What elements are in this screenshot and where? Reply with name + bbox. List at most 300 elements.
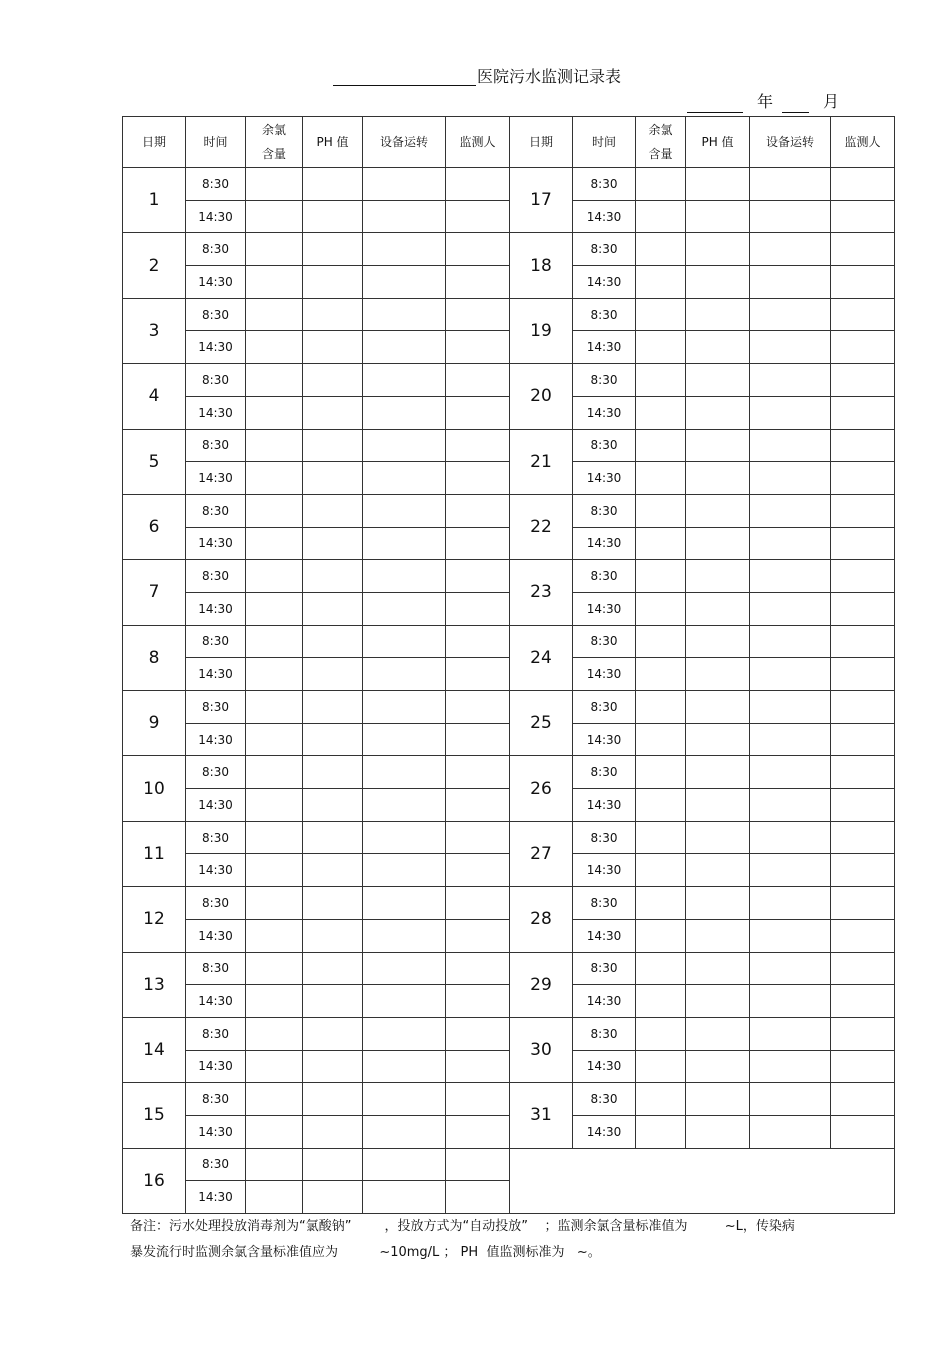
chlorine-cell[interactable] bbox=[636, 331, 686, 364]
inspector-cell[interactable] bbox=[446, 1181, 510, 1214]
equipment-cell[interactable] bbox=[750, 1050, 831, 1083]
inspector-cell[interactable] bbox=[446, 298, 510, 331]
chlorine-cell[interactable] bbox=[636, 560, 686, 593]
ph-cell[interactable] bbox=[303, 494, 363, 527]
inspector-cell[interactable] bbox=[831, 1017, 895, 1050]
ph-cell[interactable] bbox=[303, 364, 363, 397]
equipment-cell[interactable] bbox=[750, 1083, 831, 1116]
equipment-cell[interactable] bbox=[363, 200, 446, 233]
ph-cell[interactable] bbox=[686, 331, 750, 364]
chlorine-cell[interactable] bbox=[636, 233, 686, 266]
equipment-cell[interactable] bbox=[363, 266, 446, 299]
ph-cell[interactable] bbox=[686, 298, 750, 331]
chlorine-cell[interactable] bbox=[636, 952, 686, 985]
ph-cell[interactable] bbox=[303, 200, 363, 233]
chlorine-cell[interactable] bbox=[246, 527, 303, 560]
ph-cell[interactable] bbox=[686, 887, 750, 920]
chlorine-cell[interactable] bbox=[636, 429, 686, 462]
equipment-cell[interactable] bbox=[363, 429, 446, 462]
chlorine-cell[interactable] bbox=[246, 266, 303, 299]
page-title: 医院污水监测记录表 bbox=[477, 67, 622, 86]
chlorine-cell[interactable] bbox=[636, 789, 686, 822]
day-row-pm bbox=[123, 1115, 895, 1148]
header-inspector: 监测人 bbox=[446, 117, 510, 168]
inspector-cell[interactable] bbox=[446, 592, 510, 625]
inspector-cell[interactable] bbox=[446, 364, 510, 397]
chlorine-cell[interactable] bbox=[636, 1017, 686, 1050]
inspector-cell[interactable] bbox=[831, 429, 895, 462]
chlorine-cell[interactable] bbox=[246, 821, 303, 854]
inspector-cell[interactable] bbox=[831, 592, 895, 625]
chlorine-cell[interactable] bbox=[246, 723, 303, 756]
day-number: 4 bbox=[123, 364, 186, 429]
chlorine-cell[interactable] bbox=[246, 789, 303, 822]
ph-cell[interactable] bbox=[303, 1017, 363, 1050]
equipment-cell[interactable] bbox=[363, 1181, 446, 1214]
time-pm: 14:30 bbox=[186, 985, 246, 1018]
ph-cell[interactable] bbox=[303, 789, 363, 822]
equipment-cell[interactable] bbox=[750, 756, 831, 789]
equipment-cell[interactable] bbox=[750, 266, 831, 299]
time-am: 8:30 bbox=[573, 952, 636, 985]
inspector-cell[interactable] bbox=[831, 494, 895, 527]
equipment-cell[interactable] bbox=[363, 168, 446, 201]
ph-cell[interactable] bbox=[303, 723, 363, 756]
ph-cell[interactable] bbox=[686, 364, 750, 397]
inspector-cell[interactable] bbox=[831, 1050, 895, 1083]
equipment-cell[interactable] bbox=[750, 625, 831, 658]
header-chlorine-line1: 余氯 bbox=[261, 123, 286, 137]
equipment-cell[interactable] bbox=[363, 887, 446, 920]
day-number: 17 bbox=[510, 168, 573, 233]
inspector-cell[interactable] bbox=[446, 429, 510, 462]
chlorine-cell[interactable] bbox=[636, 1115, 686, 1148]
ph-cell[interactable] bbox=[686, 625, 750, 658]
day-row-pm bbox=[123, 396, 895, 429]
ph-cell[interactable] bbox=[686, 266, 750, 299]
inspector-cell[interactable] bbox=[831, 396, 895, 429]
chlorine-cell[interactable] bbox=[246, 331, 303, 364]
time-am: 8:30 bbox=[573, 756, 636, 789]
ph-cell[interactable] bbox=[303, 952, 363, 985]
equipment-cell[interactable] bbox=[750, 887, 831, 920]
ph-cell[interactable] bbox=[686, 429, 750, 462]
header-date: 日期 bbox=[123, 117, 186, 168]
equipment-cell[interactable] bbox=[363, 298, 446, 331]
time-am: 8:30 bbox=[186, 364, 246, 397]
time-am: 8:30 bbox=[186, 494, 246, 527]
inspector-cell[interactable] bbox=[446, 560, 510, 593]
ph-cell[interactable] bbox=[303, 919, 363, 952]
equipment-cell[interactable] bbox=[750, 200, 831, 233]
chlorine-cell[interactable] bbox=[246, 494, 303, 527]
equipment-cell[interactable] bbox=[363, 592, 446, 625]
chlorine-cell[interactable] bbox=[636, 919, 686, 952]
time-pm: 14:30 bbox=[186, 919, 246, 952]
inspector-cell[interactable] bbox=[831, 364, 895, 397]
inspector-cell[interactable] bbox=[831, 821, 895, 854]
equipment-cell[interactable] bbox=[363, 723, 446, 756]
day-row-pm bbox=[123, 266, 895, 299]
chlorine-cell[interactable] bbox=[246, 625, 303, 658]
ph-cell[interactable] bbox=[686, 1050, 750, 1083]
equipment-cell[interactable] bbox=[363, 233, 446, 266]
inspector-cell[interactable] bbox=[446, 658, 510, 691]
day-number: 11 bbox=[123, 821, 186, 886]
equipment-cell[interactable] bbox=[363, 789, 446, 822]
chlorine-cell[interactable] bbox=[246, 1115, 303, 1148]
time-pm: 14:30 bbox=[186, 854, 246, 887]
ph-cell[interactable] bbox=[303, 233, 363, 266]
ph-cell[interactable] bbox=[686, 396, 750, 429]
chlorine-cell[interactable] bbox=[246, 1181, 303, 1214]
time-am: 8:30 bbox=[186, 625, 246, 658]
equipment-cell[interactable] bbox=[363, 1083, 446, 1116]
chlorine-cell[interactable] bbox=[636, 985, 686, 1018]
remarks bbox=[130, 1214, 860, 1266]
equipment-cell[interactable] bbox=[750, 592, 831, 625]
day-number: 21 bbox=[510, 429, 573, 494]
equipment-cell[interactable] bbox=[750, 821, 831, 854]
ph-cell[interactable] bbox=[303, 821, 363, 854]
inspector-cell[interactable] bbox=[831, 266, 895, 299]
inspector-cell[interactable] bbox=[831, 691, 895, 724]
header-chlorine-line2: 含量 bbox=[648, 147, 673, 161]
ph-cell[interactable] bbox=[686, 233, 750, 266]
ph-cell[interactable] bbox=[303, 527, 363, 560]
time-pm: 14:30 bbox=[573, 266, 636, 299]
chlorine-cell[interactable] bbox=[246, 1050, 303, 1083]
chlorine-cell[interactable] bbox=[636, 854, 686, 887]
time-am: 8:30 bbox=[573, 168, 636, 201]
equipment-cell[interactable] bbox=[363, 1017, 446, 1050]
ph-cell[interactable] bbox=[303, 462, 363, 495]
year-blank bbox=[687, 112, 743, 113]
ph-cell[interactable] bbox=[686, 1083, 750, 1116]
ph-cell[interactable] bbox=[303, 429, 363, 462]
inspector-cell[interactable] bbox=[831, 1083, 895, 1116]
time-pm: 14:30 bbox=[573, 854, 636, 887]
chlorine-cell[interactable] bbox=[246, 1017, 303, 1050]
ph-cell[interactable] bbox=[303, 331, 363, 364]
inspector-cell[interactable] bbox=[446, 1148, 510, 1181]
inspector-cell[interactable] bbox=[446, 168, 510, 201]
time-pm: 14:30 bbox=[573, 985, 636, 1018]
equipment-cell[interactable] bbox=[750, 298, 831, 331]
equipment-cell[interactable] bbox=[363, 854, 446, 887]
inspector-cell[interactable] bbox=[446, 266, 510, 299]
chlorine-cell[interactable] bbox=[246, 233, 303, 266]
equipment-cell[interactable] bbox=[750, 560, 831, 593]
ph-cell[interactable] bbox=[686, 789, 750, 822]
chlorine-cell[interactable] bbox=[636, 756, 686, 789]
day-row-pm bbox=[123, 527, 895, 560]
ph-cell[interactable] bbox=[686, 592, 750, 625]
equipment-cell[interactable] bbox=[750, 952, 831, 985]
chlorine-cell[interactable] bbox=[246, 1148, 303, 1181]
time-pm: 14:30 bbox=[573, 1050, 636, 1083]
chlorine-cell[interactable] bbox=[246, 985, 303, 1018]
ph-cell[interactable] bbox=[686, 168, 750, 201]
day-row-pm bbox=[123, 919, 895, 952]
chlorine-cell[interactable] bbox=[636, 887, 686, 920]
equipment-cell[interactable] bbox=[750, 1017, 831, 1050]
equipment-cell[interactable] bbox=[363, 396, 446, 429]
time-am: 8:30 bbox=[573, 560, 636, 593]
chlorine-cell[interactable] bbox=[246, 168, 303, 201]
ph-cell[interactable] bbox=[303, 625, 363, 658]
inspector-cell[interactable] bbox=[831, 789, 895, 822]
chlorine-cell[interactable] bbox=[246, 298, 303, 331]
day-number: 14 bbox=[123, 1017, 186, 1082]
equipment-cell[interactable] bbox=[750, 396, 831, 429]
inspector-cell[interactable] bbox=[831, 298, 895, 331]
inspector-cell[interactable] bbox=[831, 462, 895, 495]
inspector-cell[interactable] bbox=[831, 952, 895, 985]
chlorine-cell[interactable] bbox=[636, 821, 686, 854]
time-pm: 14:30 bbox=[186, 331, 246, 364]
chlorine-cell[interactable] bbox=[246, 887, 303, 920]
ph-cell[interactable] bbox=[686, 691, 750, 724]
inspector-cell[interactable] bbox=[446, 1017, 510, 1050]
time-pm: 14:30 bbox=[186, 1181, 246, 1214]
chlorine-cell[interactable] bbox=[246, 429, 303, 462]
inspector-cell[interactable] bbox=[446, 396, 510, 429]
chlorine-cell[interactable] bbox=[636, 462, 686, 495]
inspector-cell[interactable] bbox=[446, 723, 510, 756]
time-am: 8:30 bbox=[186, 1083, 246, 1116]
equipment-cell[interactable] bbox=[363, 494, 446, 527]
equipment-cell[interactable] bbox=[363, 1050, 446, 1083]
ph-cell[interactable] bbox=[303, 1083, 363, 1116]
day-number: 22 bbox=[510, 494, 573, 559]
ph-cell[interactable] bbox=[686, 1017, 750, 1050]
equipment-cell[interactable] bbox=[750, 789, 831, 822]
chlorine-cell[interactable] bbox=[246, 658, 303, 691]
ph-cell[interactable] bbox=[303, 1148, 363, 1181]
inspector-cell[interactable] bbox=[831, 985, 895, 1018]
inspector-cell[interactable] bbox=[446, 919, 510, 952]
equipment-cell[interactable] bbox=[750, 658, 831, 691]
equipment-cell[interactable] bbox=[750, 919, 831, 952]
inspector-cell[interactable] bbox=[446, 821, 510, 854]
equipment-cell[interactable] bbox=[363, 527, 446, 560]
inspector-cell[interactable] bbox=[446, 985, 510, 1018]
chlorine-cell[interactable] bbox=[246, 952, 303, 985]
time-pm: 14:30 bbox=[573, 396, 636, 429]
equipment-cell[interactable] bbox=[363, 364, 446, 397]
equipment-cell[interactable] bbox=[750, 691, 831, 724]
ph-cell[interactable] bbox=[303, 1181, 363, 1214]
chlorine-cell[interactable] bbox=[246, 691, 303, 724]
inspector-cell[interactable] bbox=[446, 789, 510, 822]
inspector-cell[interactable] bbox=[831, 658, 895, 691]
time-pm: 14:30 bbox=[186, 592, 246, 625]
chlorine-cell[interactable] bbox=[246, 756, 303, 789]
equipment-cell[interactable] bbox=[750, 462, 831, 495]
chlorine-cell[interactable] bbox=[636, 625, 686, 658]
equipment-cell[interactable] bbox=[750, 494, 831, 527]
time-pm: 14:30 bbox=[186, 266, 246, 299]
ph-cell[interactable] bbox=[686, 560, 750, 593]
equipment-cell[interactable] bbox=[750, 1115, 831, 1148]
equipment-cell[interactable] bbox=[750, 429, 831, 462]
day-row-pm bbox=[123, 658, 895, 691]
ph-cell[interactable] bbox=[303, 691, 363, 724]
chlorine-cell[interactable] bbox=[636, 592, 686, 625]
day-number: 3 bbox=[123, 298, 186, 363]
inspector-cell[interactable] bbox=[446, 952, 510, 985]
ph-cell[interactable] bbox=[686, 1115, 750, 1148]
chlorine-cell[interactable] bbox=[636, 1083, 686, 1116]
chlorine-cell[interactable] bbox=[246, 854, 303, 887]
inspector-cell[interactable] bbox=[831, 200, 895, 233]
inspector-cell[interactable] bbox=[446, 625, 510, 658]
day-number: 15 bbox=[123, 1083, 186, 1148]
inspector-cell[interactable] bbox=[831, 625, 895, 658]
inspector-cell[interactable] bbox=[831, 331, 895, 364]
ph-cell[interactable] bbox=[686, 527, 750, 560]
inspector-cell[interactable] bbox=[831, 168, 895, 201]
equipment-cell[interactable] bbox=[363, 1148, 446, 1181]
inspector-cell[interactable] bbox=[831, 723, 895, 756]
chlorine-cell[interactable] bbox=[636, 364, 686, 397]
inspector-cell[interactable] bbox=[831, 887, 895, 920]
ph-cell[interactable] bbox=[686, 985, 750, 1018]
day-number: 26 bbox=[510, 756, 573, 821]
inspector-cell[interactable] bbox=[446, 462, 510, 495]
ph-cell[interactable] bbox=[303, 756, 363, 789]
ph-cell[interactable] bbox=[686, 462, 750, 495]
equipment-cell[interactable] bbox=[363, 756, 446, 789]
chlorine-cell[interactable] bbox=[636, 200, 686, 233]
equipment-cell[interactable] bbox=[750, 854, 831, 887]
equipment-cell[interactable] bbox=[363, 952, 446, 985]
equipment-cell[interactable] bbox=[750, 168, 831, 201]
chlorine-cell[interactable] bbox=[636, 298, 686, 331]
chlorine-cell[interactable] bbox=[636, 723, 686, 756]
chlorine-cell[interactable] bbox=[636, 494, 686, 527]
inspector-cell[interactable] bbox=[446, 691, 510, 724]
chlorine-cell[interactable] bbox=[246, 200, 303, 233]
ph-cell[interactable] bbox=[303, 592, 363, 625]
inspector-cell[interactable] bbox=[831, 560, 895, 593]
day-number: 24 bbox=[510, 625, 573, 690]
inspector-cell[interactable] bbox=[446, 331, 510, 364]
equipment-cell[interactable] bbox=[363, 691, 446, 724]
ph-cell[interactable] bbox=[686, 952, 750, 985]
inspector-cell[interactable] bbox=[446, 200, 510, 233]
ph-cell[interactable] bbox=[303, 887, 363, 920]
equipment-cell[interactable] bbox=[363, 919, 446, 952]
equipment-cell[interactable] bbox=[363, 821, 446, 854]
inspector-cell[interactable] bbox=[446, 233, 510, 266]
time-am: 8:30 bbox=[573, 691, 636, 724]
chlorine-cell[interactable] bbox=[636, 527, 686, 560]
inspector-cell[interactable] bbox=[831, 233, 895, 266]
inspector-cell[interactable] bbox=[831, 527, 895, 560]
inspector-cell[interactable] bbox=[446, 1115, 510, 1148]
ph-cell[interactable] bbox=[303, 266, 363, 299]
chlorine-cell[interactable] bbox=[636, 658, 686, 691]
equipment-cell[interactable] bbox=[363, 625, 446, 658]
chlorine-cell[interactable] bbox=[636, 691, 686, 724]
equipment-cell[interactable] bbox=[750, 233, 831, 266]
ph-cell[interactable] bbox=[303, 298, 363, 331]
chlorine-cell[interactable] bbox=[246, 1083, 303, 1116]
time-am: 8:30 bbox=[186, 1017, 246, 1050]
equipment-cell[interactable] bbox=[363, 560, 446, 593]
ph-cell[interactable] bbox=[686, 494, 750, 527]
equipment-cell[interactable] bbox=[363, 1115, 446, 1148]
inspector-cell[interactable] bbox=[831, 854, 895, 887]
equipment-cell[interactable] bbox=[750, 527, 831, 560]
inspector-cell[interactable] bbox=[831, 1115, 895, 1148]
chlorine-cell[interactable] bbox=[246, 396, 303, 429]
ph-cell[interactable] bbox=[686, 919, 750, 952]
day-row-pm bbox=[123, 1050, 895, 1083]
chlorine-cell[interactable] bbox=[246, 364, 303, 397]
ph-cell[interactable] bbox=[303, 854, 363, 887]
chlorine-cell[interactable] bbox=[246, 560, 303, 593]
equipment-cell[interactable] bbox=[750, 985, 831, 1018]
ph-cell[interactable] bbox=[686, 821, 750, 854]
day-row-am bbox=[123, 494, 895, 527]
time-pm: 14:30 bbox=[186, 527, 246, 560]
ph-cell[interactable] bbox=[686, 723, 750, 756]
chlorine-cell[interactable] bbox=[636, 266, 686, 299]
inspector-cell[interactable] bbox=[446, 527, 510, 560]
inspector-cell[interactable] bbox=[446, 854, 510, 887]
inspector-cell[interactable] bbox=[446, 887, 510, 920]
ph-cell[interactable] bbox=[303, 985, 363, 1018]
ph-cell[interactable] bbox=[303, 1050, 363, 1083]
inspector-cell[interactable] bbox=[446, 1083, 510, 1116]
chlorine-cell[interactable] bbox=[246, 592, 303, 625]
ph-cell[interactable] bbox=[686, 200, 750, 233]
day-row-am bbox=[123, 756, 895, 789]
chlorine-cell[interactable] bbox=[636, 1050, 686, 1083]
inspector-cell[interactable] bbox=[446, 756, 510, 789]
ph-cell[interactable] bbox=[303, 1115, 363, 1148]
ph-cell[interactable] bbox=[303, 396, 363, 429]
equipment-cell[interactable] bbox=[363, 658, 446, 691]
ph-cell[interactable] bbox=[303, 168, 363, 201]
ph-cell[interactable] bbox=[686, 854, 750, 887]
equipment-cell[interactable] bbox=[750, 723, 831, 756]
day-row-am bbox=[123, 298, 895, 331]
equipment-cell[interactable] bbox=[363, 462, 446, 495]
ph-cell[interactable] bbox=[686, 658, 750, 691]
inspector-cell[interactable] bbox=[446, 1050, 510, 1083]
ph-cell[interactable] bbox=[686, 756, 750, 789]
header-row bbox=[123, 117, 895, 168]
inspector-cell[interactable] bbox=[446, 494, 510, 527]
inspector-cell[interactable] bbox=[831, 919, 895, 952]
equipment-cell[interactable] bbox=[363, 331, 446, 364]
chlorine-cell[interactable] bbox=[246, 462, 303, 495]
ph-cell[interactable] bbox=[303, 560, 363, 593]
equipment-cell[interactable] bbox=[750, 331, 831, 364]
chlorine-cell[interactable] bbox=[636, 168, 686, 201]
chlorine-cell[interactable] bbox=[246, 919, 303, 952]
equipment-cell[interactable] bbox=[750, 364, 831, 397]
inspector-cell[interactable] bbox=[831, 756, 895, 789]
day-row-am bbox=[123, 952, 895, 985]
ph-cell[interactable] bbox=[303, 658, 363, 691]
equipment-cell[interactable] bbox=[363, 985, 446, 1018]
chlorine-cell[interactable] bbox=[636, 396, 686, 429]
